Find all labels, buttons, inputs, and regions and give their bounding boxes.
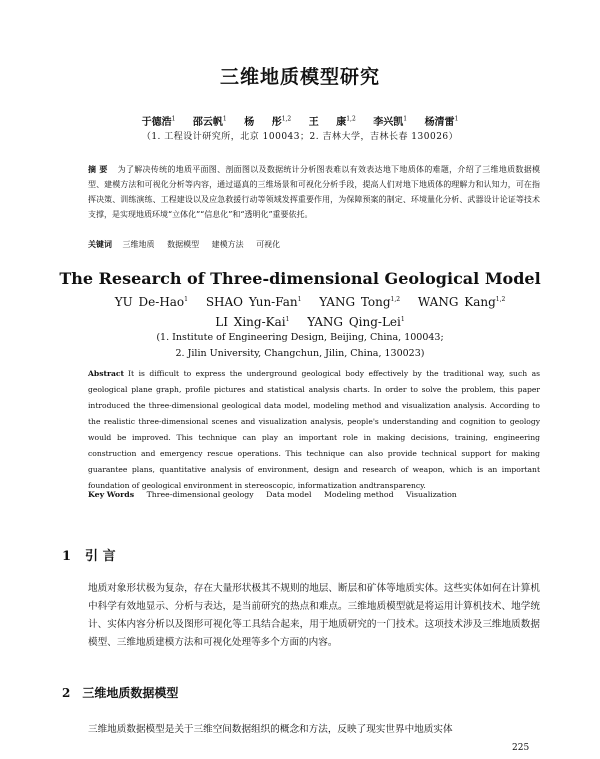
author-en: WANG Kang$^{1,2}$ (417, 295, 506, 309)
keyword-cn: 数据模型 (167, 240, 200, 249)
section-title: 引 言 (85, 549, 116, 564)
author-en: YU De-Hao$^1$ (114, 295, 188, 309)
author-en: SHAO Yun-Fan$^1$ (205, 295, 302, 309)
author-cn: 杨清雷$^1$ (424, 115, 459, 128)
chinese-title: 三维地质模型研究 (219, 66, 380, 88)
keyword-cn: 可视化 (256, 240, 281, 249)
english-abstract-label: Abstract (88, 369, 125, 378)
keyword-cn: 建模方法 (211, 240, 244, 249)
chinese-abstract (88, 162, 540, 222)
chinese-affiliation: （1. 工程设计研究所，北京 100043；2. 吉林大学，吉林长春 130026） (141, 132, 459, 142)
keyword-en: Three-dimensional geology (146, 490, 254, 499)
author-cn: 邵云帆$^1$ (192, 115, 227, 128)
keyword-en: Modeling method (323, 490, 394, 499)
english-abstract-text: It is difficult to express the underground geological body effectively by the traditional way, such as geological plane graph, profile pictures and statistical analysis charts. In order to solve the problem, this paper introduced the three-dimensional geological data model, modeling method and visualization analysis. According to the realistic three-dimensional scenes and visualization analysis, people's understanding and cognition to geology would be improved. This technique can play an important role in making decisions, training, engineering construction and emergency rescue operations. This technique can also provide technical support for making guarantee plans, quantitative analysis of environment, design and research of weapon, which is an important foundation of geological environment in stereoscopic, informatization andtransparency. (88, 369, 540, 490)
section-title: 三维地质数据模型 (82, 686, 179, 700)
keyword-en: Data model (266, 490, 312, 499)
keyword-cn: 三维地质 (122, 240, 155, 249)
english-keywords (88, 490, 540, 499)
author-cn: 于德浩$^1$ (141, 115, 176, 128)
author-en: LI Xing-Kai$^1$ (215, 315, 290, 329)
author-cn: 李兴凯$^1$ (373, 115, 408, 128)
author-cn: 杨 彤$^{1,2}$ (244, 115, 292, 128)
author-cn: 王 康$^{1,2}$ (308, 115, 356, 128)
chinese-abstract-text: 为了解决传统的地质平面图、剖面图以及数据统计分析图表难以有效表达地下地质体的难题，介绍了三维地质数据模型、建模方法和可视化分析等内容，通过逼真的三维场景和可视化分析手段，提高人们对地下地质体的理解力和认知力，可在指挥决策、训练演练、工程建设以及应急救援行动等领域发挥重要作用，为保障预案的制定、环境量化分析、武器设计论证等技术支撑，是实现地质环境“立体化”“信息化”和“透明化”重要依托。 (88, 165, 540, 219)
english-keywords-label: Key Words (88, 490, 135, 499)
author-en: YANG Tong$^{1,2}$ (319, 295, 401, 309)
affiliation-line-1: (1. Institute of Engineering Design, Beijing, China, 100043; (156, 332, 444, 343)
section-1-heading (62, 545, 116, 564)
body-paragraph: 地质对象形状极为复杂，存在大量形状极其不规则的地层、断层和矿体等地质实体。这些实体如何在计算机中科学有效地显示、分析与表达，是当前研究的热点和难点。三维地质模型就是将运用计算机技术、地学统计、实体内容分析以及图形可视化等工具结合起来，用于地质研究的一门技术。这项技术涉及三维地质数据模型、三维地质建模方法和可视化处理等多个方面的内容。 (88, 583, 540, 648)
english-title: The Research of Three-dimensional Geological Model (59, 269, 541, 288)
english-affiliation (0, 330, 600, 362)
chinese-abstract-label: 摘 要 (88, 164, 108, 174)
keyword-en: Visualization (406, 490, 457, 499)
page-number: 225 (512, 743, 530, 753)
english-abstract (88, 366, 540, 494)
section-number: 1 (62, 549, 72, 564)
chinese-keywords-label: 关键词 (88, 239, 112, 249)
section-number: 2 (62, 686, 71, 700)
body-paragraph: 三维地质数据模型是关于三维空间数据组织的概念和方法，反映了现实世界中地质实体 (88, 724, 453, 735)
affiliation-line-2: 2. Jilin University, Changchun, Jilin, China, 130023) (175, 348, 425, 359)
english-authors (80, 291, 540, 331)
chinese-authors (0, 113, 600, 128)
chinese-keywords (88, 239, 540, 250)
section-2-heading (62, 684, 178, 701)
author-en: YANG Qing-Lei$^1$ (307, 315, 405, 329)
